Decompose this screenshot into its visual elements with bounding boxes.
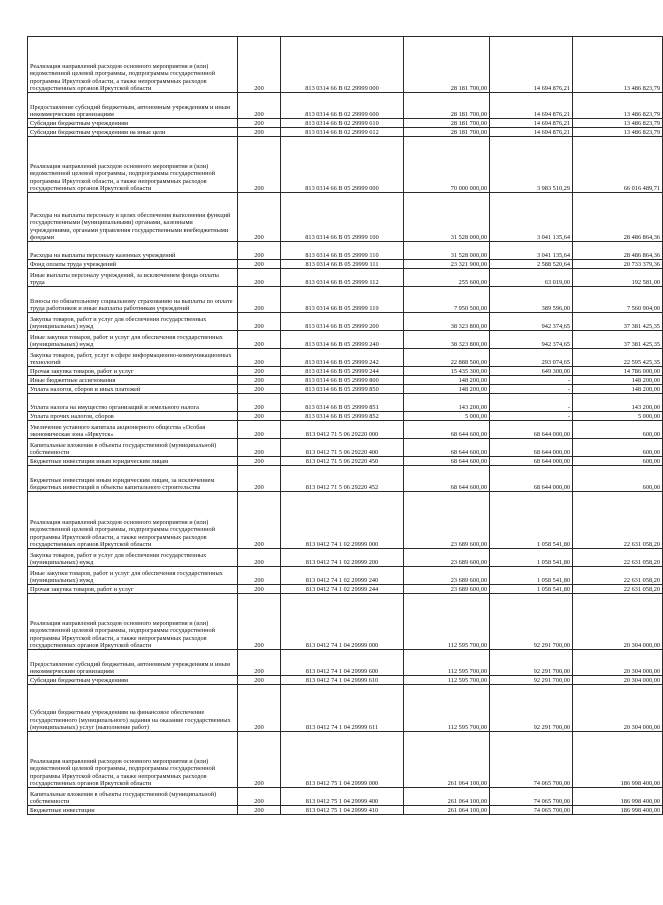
line-code-cell: 200 — [238, 549, 281, 567]
executed-amount-cell: 1 058 541,80 — [490, 585, 573, 594]
table-row — [28, 193, 663, 242]
approved-amount-cell: 148 200,00 — [404, 385, 490, 394]
line-code-cell: 200 — [238, 260, 281, 269]
table-row — [28, 376, 663, 385]
line-code-cell: 200 — [238, 567, 281, 585]
budget-code-cell: 813 0412 75 1 04 29999 410 — [281, 806, 404, 815]
line-code-cell: 200 — [238, 385, 281, 394]
approved-amount-cell: 143 200,00 — [404, 394, 490, 412]
unexecuted-amount-cell: 600,00 — [573, 439, 663, 457]
unexecuted-amount-cell: 22 631 058,20 — [573, 549, 663, 567]
executed-amount-cell: 3 041 135,64 — [490, 242, 573, 260]
table-row — [28, 594, 663, 650]
row-name-cell: Закупка товаров, работ и услуг для обеспечения государственных (муниципальных) нужд — [28, 313, 238, 331]
table-row — [28, 385, 663, 394]
executed-amount-cell: 649 300,00 — [490, 367, 573, 376]
executed-amount-cell: 92 291 700,00 — [490, 685, 573, 732]
budget-code-cell: 813 0412 74 1 04 29999 000 — [281, 594, 404, 650]
unexecuted-amount-cell: 148 200,00 — [573, 385, 663, 394]
approved-amount-cell: 15 435 300,00 — [404, 367, 490, 376]
approved-amount-cell: 28 181 700,00 — [404, 93, 490, 119]
table-row — [28, 466, 663, 492]
line-code-cell: 200 — [238, 457, 281, 466]
row-name-cell: Иные закупки товаров, работ и услуг для обеспечения государственных (муниципальных) нужд — [28, 331, 238, 349]
unexecuted-amount-cell: 22 631 058,20 — [573, 492, 663, 549]
row-name-cell: Реализация направлений расходов основного мероприятия и (или) ведомственной целевой программы, подпрограммы государственной программы Иркутской области, а также непрограммных расходов государственных органов Иркутской области — [28, 732, 238, 788]
budget-code-cell: 813 0412 74 1 02 29999 244 — [281, 585, 404, 594]
approved-amount-cell: 70 000 000,00 — [404, 137, 490, 193]
unexecuted-amount-cell: 14 786 000,00 — [573, 367, 663, 376]
budget-code-cell: 813 0412 71 5 06 29220 452 — [281, 466, 404, 492]
unexecuted-amount-cell: 28 486 864,36 — [573, 193, 663, 242]
row-name-cell: Капитальные вложения в объекты государственной (муниципальной) собственности — [28, 788, 238, 806]
table-row — [28, 567, 663, 585]
line-code-cell: 200 — [238, 788, 281, 806]
executed-amount-cell: - — [490, 385, 573, 394]
budget-code-cell: 813 0314 66 В 05 29999 242 — [281, 349, 404, 367]
executed-amount-cell: 1 058 541,80 — [490, 549, 573, 567]
budget-code-cell: 813 0314 66 В 02 29999 600 — [281, 93, 404, 119]
row-name-cell: Взносы по обязательному социальному страхованию на выплаты по оплате труда работников и иные выплаты работникам учреждений — [28, 287, 238, 313]
budget-code-cell: 813 0314 66 В 05 29999 000 — [281, 137, 404, 193]
table-row — [28, 394, 663, 412]
executed-amount-cell: - — [490, 412, 573, 421]
row-name-cell: Реализация направлений расходов основного мероприятия и (или) ведомственной целевой программы, подпрограммы государственной программы Иркутской области, а также непрограммных расходов государственных органов Иркутской области — [28, 492, 238, 549]
unexecuted-amount-cell: 37 381 425,35 — [573, 313, 663, 331]
budget-code-cell: 813 0314 66 В 05 29999 800 — [281, 376, 404, 385]
budget-code-cell: 813 0314 66 В 05 29999 200 — [281, 313, 404, 331]
budget-code-cell: 813 0314 66 В 05 29999 850 — [281, 385, 404, 394]
row-name-cell: Фонд оплаты труда учреждений — [28, 260, 238, 269]
table-body — [28, 37, 663, 815]
line-code-cell: 200 — [238, 421, 281, 439]
approved-amount-cell: 38 323 800,00 — [404, 313, 490, 331]
row-name-cell: Субсидии бюджетным учреждениям — [28, 676, 238, 685]
approved-amount-cell: 23 689 600,00 — [404, 492, 490, 549]
executed-amount-cell: 1 058 541,80 — [490, 567, 573, 585]
table-row — [28, 37, 663, 93]
approved-amount-cell: 112 595 700,00 — [404, 676, 490, 685]
table-row — [28, 128, 663, 137]
budget-code-cell: 813 0412 74 1 04 29999 611 — [281, 685, 404, 732]
budget-code-cell: 813 0412 75 1 04 29999 400 — [281, 788, 404, 806]
unexecuted-amount-cell: 7 560 904,00 — [573, 287, 663, 313]
table-row — [28, 439, 663, 457]
executed-amount-cell: 942 374,65 — [490, 313, 573, 331]
unexecuted-amount-cell: 143 200,00 — [573, 394, 663, 412]
approved-amount-cell: 112 595 700,00 — [404, 685, 490, 732]
unexecuted-amount-cell: 600,00 — [573, 466, 663, 492]
table-row — [28, 349, 663, 367]
line-code-cell: 200 — [238, 93, 281, 119]
unexecuted-amount-cell: 5 000,00 — [573, 412, 663, 421]
executed-amount-cell: 68 644 000,00 — [490, 439, 573, 457]
budget-code-cell: 813 0412 74 1 02 29999 200 — [281, 549, 404, 567]
line-code-cell: 200 — [238, 492, 281, 549]
unexecuted-amount-cell: 22 631 058,20 — [573, 585, 663, 594]
unexecuted-amount-cell: 13 486 823,79 — [573, 128, 663, 137]
line-code-cell: 200 — [238, 349, 281, 367]
line-code-cell: 200 — [238, 650, 281, 676]
unexecuted-amount-cell: 186 998 400,00 — [573, 788, 663, 806]
row-name-cell: Закупка товаров, работ и услуг для обеспечения государственных (муниципальных) нужд — [28, 549, 238, 567]
executed-amount-cell: 293 074,65 — [490, 349, 573, 367]
unexecuted-amount-cell: 22 595 425,35 — [573, 349, 663, 367]
table-row — [28, 242, 663, 260]
row-name-cell: Уплата налогов, сборов и иных платежей — [28, 385, 238, 394]
approved-amount-cell: 68 644 600,00 — [404, 466, 490, 492]
executed-amount-cell: 68 644 000,00 — [490, 466, 573, 492]
approved-amount-cell: 23 689 600,00 — [404, 567, 490, 585]
budget-code-cell: 813 0412 74 1 02 29999 000 — [281, 492, 404, 549]
executed-amount-cell: 14 694 876,21 — [490, 93, 573, 119]
line-code-cell: 200 — [238, 806, 281, 815]
row-name-cell: Капитальные вложения в объекты государственной (муниципальной) собственности — [28, 439, 238, 457]
budget-code-cell: 813 0314 66 В 05 29999 851 — [281, 394, 404, 412]
approved-amount-cell: 255 600,00 — [404, 269, 490, 287]
line-code-cell: 200 — [238, 287, 281, 313]
unexecuted-amount-cell: 600,00 — [573, 421, 663, 439]
approved-amount-cell: 23 689 600,00 — [404, 549, 490, 567]
unexecuted-amount-cell: 186 998 400,00 — [573, 806, 663, 815]
executed-amount-cell: 14 694 876,21 — [490, 119, 573, 128]
budget-code-cell: 813 0314 66 В 05 29999 240 — [281, 331, 404, 349]
budget-code-cell: 813 0412 74 1 02 29999 240 — [281, 567, 404, 585]
approved-amount-cell: 28 181 700,00 — [404, 119, 490, 128]
budget-code-cell: 813 0314 66 В 02 29999 610 — [281, 119, 404, 128]
line-code-cell: 200 — [238, 376, 281, 385]
line-code-cell: 200 — [238, 594, 281, 650]
approved-amount-cell: 261 064 100,00 — [404, 788, 490, 806]
table-row — [28, 549, 663, 567]
approved-amount-cell: 112 595 700,00 — [404, 594, 490, 650]
table-row — [28, 732, 663, 788]
executed-amount-cell: 3 983 510,29 — [490, 137, 573, 193]
approved-amount-cell: 112 595 700,00 — [404, 650, 490, 676]
approved-amount-cell: 261 064 100,00 — [404, 732, 490, 788]
approved-amount-cell: 38 323 800,00 — [404, 331, 490, 349]
unexecuted-amount-cell: 20 733 379,36 — [573, 260, 663, 269]
unexecuted-amount-cell: 28 486 864,36 — [573, 242, 663, 260]
unexecuted-amount-cell: 37 381 425,35 — [573, 331, 663, 349]
line-code-cell: 200 — [238, 313, 281, 331]
table-row — [28, 367, 663, 376]
line-code-cell: 200 — [238, 676, 281, 685]
table-row — [28, 313, 663, 331]
table-row — [28, 788, 663, 806]
executed-amount-cell: 92 291 700,00 — [490, 650, 573, 676]
table-row — [28, 260, 663, 269]
unexecuted-amount-cell: 13 486 823,79 — [573, 93, 663, 119]
unexecuted-amount-cell: 66 016 489,71 — [573, 137, 663, 193]
budget-code-cell: 813 0412 71 5 06 29220 000 — [281, 421, 404, 439]
table-row — [28, 492, 663, 549]
row-name-cell: Увеличение уставного капитала акционерного общества «Особая экономическая зона «Иркутск» — [28, 421, 238, 439]
approved-amount-cell: 23 321 900,00 — [404, 260, 490, 269]
executed-amount-cell: 92 291 700,00 — [490, 594, 573, 650]
line-code-cell: 200 — [238, 394, 281, 412]
row-name-cell: Расходы на выплаты персоналу казенных учреждений — [28, 242, 238, 260]
executed-amount-cell: 92 291 700,00 — [490, 676, 573, 685]
table-row — [28, 676, 663, 685]
row-name-cell: Иные бюджетные ассигнования — [28, 376, 238, 385]
executed-amount-cell: 68 644 000,00 — [490, 421, 573, 439]
line-code-cell: 200 — [238, 466, 281, 492]
line-code-cell: 200 — [238, 412, 281, 421]
row-name-cell: Уплата налога на имущество организаций и земельного налога — [28, 394, 238, 412]
unexecuted-amount-cell: 13 486 823,79 — [573, 37, 663, 93]
unexecuted-amount-cell: 20 304 000,00 — [573, 594, 663, 650]
approved-amount-cell: 148 200,00 — [404, 376, 490, 385]
table-row — [28, 685, 663, 732]
line-code-cell: 200 — [238, 585, 281, 594]
budget-code-cell: 813 0412 75 1 04 29999 000 — [281, 732, 404, 788]
row-name-cell: Реализация направлений расходов основного мероприятия и (или) ведомственной целевой программы, подпрограммы государственной программы Иркутской области, а также непрограммных расходов государственных органов Иркутской области — [28, 137, 238, 193]
unexecuted-amount-cell: 13 486 823,79 — [573, 119, 663, 128]
budget-code-cell: 813 0314 66 В 05 29999 110 — [281, 242, 404, 260]
executed-amount-cell: 942 374,65 — [490, 331, 573, 349]
executed-amount-cell: 68 644 000,00 — [490, 457, 573, 466]
budget-code-cell: 813 0314 66 В 05 29999 111 — [281, 260, 404, 269]
executed-amount-cell: 2 588 520,64 — [490, 260, 573, 269]
row-name-cell: Уплата прочих налогов, сборов — [28, 412, 238, 421]
unexecuted-amount-cell: 22 631 058,20 — [573, 567, 663, 585]
line-code-cell: 200 — [238, 193, 281, 242]
approved-amount-cell: 261 064 100,00 — [404, 806, 490, 815]
budget-execution-table — [27, 36, 663, 815]
row-name-cell: Бюджетные инвестиции иным юридическим лицам, за исключением бюджетных инвестиций в объекты капитального строительства — [28, 466, 238, 492]
table-row — [28, 287, 663, 313]
unexecuted-amount-cell: 186 998 400,00 — [573, 732, 663, 788]
line-code-cell: 200 — [238, 242, 281, 260]
table-row — [28, 585, 663, 594]
approved-amount-cell: 68 644 600,00 — [404, 457, 490, 466]
budget-code-cell: 813 0314 66 В 02 29999 000 — [281, 37, 404, 93]
approved-amount-cell: 22 888 500,00 — [404, 349, 490, 367]
row-name-cell: Иные выплаты персоналу учреждений, за исключением фонда оплаты труда — [28, 269, 238, 287]
approved-amount-cell: 23 689 600,00 — [404, 585, 490, 594]
table-row — [28, 331, 663, 349]
line-code-cell: 200 — [238, 685, 281, 732]
budget-code-cell: 813 0314 66 В 02 29999 612 — [281, 128, 404, 137]
row-name-cell: Субсидии бюджетным учреждениям — [28, 119, 238, 128]
budget-code-cell: 813 0314 66 В 05 29999 244 — [281, 367, 404, 376]
unexecuted-amount-cell: 20 304 000,00 — [573, 676, 663, 685]
executed-amount-cell: 14 694 876,21 — [490, 128, 573, 137]
approved-amount-cell: 31 528 000,00 — [404, 242, 490, 260]
approved-amount-cell: 5 000,00 — [404, 412, 490, 421]
approved-amount-cell: 28 181 700,00 — [404, 128, 490, 137]
table-row — [28, 457, 663, 466]
row-name-cell: Иные закупки товаров, работ и услуг для обеспечения государственных (муниципальных) нужд — [28, 567, 238, 585]
line-code-cell: 200 — [238, 128, 281, 137]
executed-amount-cell: 74 065 700,00 — [490, 806, 573, 815]
row-name-cell: Бюджетные инвестиции — [28, 806, 238, 815]
approved-amount-cell: 31 528 000,00 — [404, 193, 490, 242]
executed-amount-cell: 14 694 876,21 — [490, 37, 573, 93]
row-name-cell: Бюджетные инвестиции иным юридическим лицам — [28, 457, 238, 466]
row-name-cell: Субсидии бюджетным учреждениям на иные цели — [28, 128, 238, 137]
approved-amount-cell: 7 950 500,00 — [404, 287, 490, 313]
line-code-cell: 200 — [238, 119, 281, 128]
unexecuted-amount-cell: 600,00 — [573, 457, 663, 466]
line-code-cell: 200 — [238, 137, 281, 193]
executed-amount-cell: - — [490, 376, 573, 385]
row-name-cell: Предоставление субсидий бюджетным, автономным учреждениям и иным некоммерческим организациям — [28, 93, 238, 119]
budget-code-cell: 813 0314 66 В 05 29999 100 — [281, 193, 404, 242]
budget-code-cell: 813 0412 74 1 04 29999 610 — [281, 676, 404, 685]
line-code-cell: 200 — [238, 269, 281, 287]
approved-amount-cell: 68 644 600,00 — [404, 421, 490, 439]
table-row — [28, 93, 663, 119]
line-code-cell: 200 — [238, 439, 281, 457]
line-code-cell: 200 — [238, 37, 281, 93]
unexecuted-amount-cell: 20 304 000,00 — [573, 685, 663, 732]
table-row — [28, 421, 663, 439]
row-name-cell: Прочая закупка товаров, работ и услуг — [28, 585, 238, 594]
budget-code-cell: 813 0412 71 5 06 29220 400 — [281, 439, 404, 457]
row-name-cell: Реализация направлений расходов основного мероприятия и (или) ведомственной целевой программы, подпрограммы государственной программы Иркутской области, а также непрограммных расходов государственных органов Иркутской области — [28, 37, 238, 93]
table-row — [28, 412, 663, 421]
table-row — [28, 806, 663, 815]
executed-amount-cell: 389 596,00 — [490, 287, 573, 313]
executed-amount-cell: 3 041 135,64 — [490, 193, 573, 242]
executed-amount-cell: 74 065 700,00 — [490, 788, 573, 806]
executed-amount-cell: 63 019,00 — [490, 269, 573, 287]
executed-amount-cell: - — [490, 394, 573, 412]
line-code-cell: 200 — [238, 331, 281, 349]
table-row — [28, 137, 663, 193]
table-row — [28, 119, 663, 128]
row-name-cell: Прочая закупка товаров, работ и услуг — [28, 367, 238, 376]
line-code-cell: 200 — [238, 367, 281, 376]
row-name-cell: Расходы на выплаты персоналу в целях обеспечения выполнения функций государственными (муниципальными) органами, казенными учреждениями, органами управления государственными внебюджетными фондами — [28, 193, 238, 242]
unexecuted-amount-cell: 20 304 000,00 — [573, 650, 663, 676]
executed-amount-cell: 1 058 541,80 — [490, 492, 573, 549]
unexecuted-amount-cell: 148 200,00 — [573, 376, 663, 385]
budget-code-cell: 813 0314 66 В 05 29999 852 — [281, 412, 404, 421]
row-name-cell: Реализация направлений расходов основного мероприятия и (или) ведомственной целевой программы, подпрограммы государственной программы Иркутской области, а также непрограммных расходов государственных органов Иркутской области — [28, 594, 238, 650]
table-row — [28, 650, 663, 676]
table-row — [28, 269, 663, 287]
budget-code-cell: 813 0314 66 В 05 29999 119 — [281, 287, 404, 313]
row-name-cell: Субсидии бюджетным учреждениям на финансовое обеспечение государственного (муниципального) задания на оказание государственных (муниципальных) услуг (выполнение работ) — [28, 685, 238, 732]
budget-code-cell: 813 0412 71 5 06 29220 450 — [281, 457, 404, 466]
approved-amount-cell: 68 644 600,00 — [404, 439, 490, 457]
unexecuted-amount-cell: 192 581,00 — [573, 269, 663, 287]
budget-code-cell: 813 0314 66 В 05 29999 112 — [281, 269, 404, 287]
row-name-cell: Закупка товаров, работ, услуг в сфере информационно-коммуникационных технологий — [28, 349, 238, 367]
executed-amount-cell: 74 065 700,00 — [490, 732, 573, 788]
row-name-cell: Предоставление субсидий бюджетным, автономным учреждениям и иным некоммерческим организациям — [28, 650, 238, 676]
line-code-cell: 200 — [238, 732, 281, 788]
budget-code-cell: 813 0412 74 1 04 29999 600 — [281, 650, 404, 676]
approved-amount-cell: 28 181 700,00 — [404, 37, 490, 93]
